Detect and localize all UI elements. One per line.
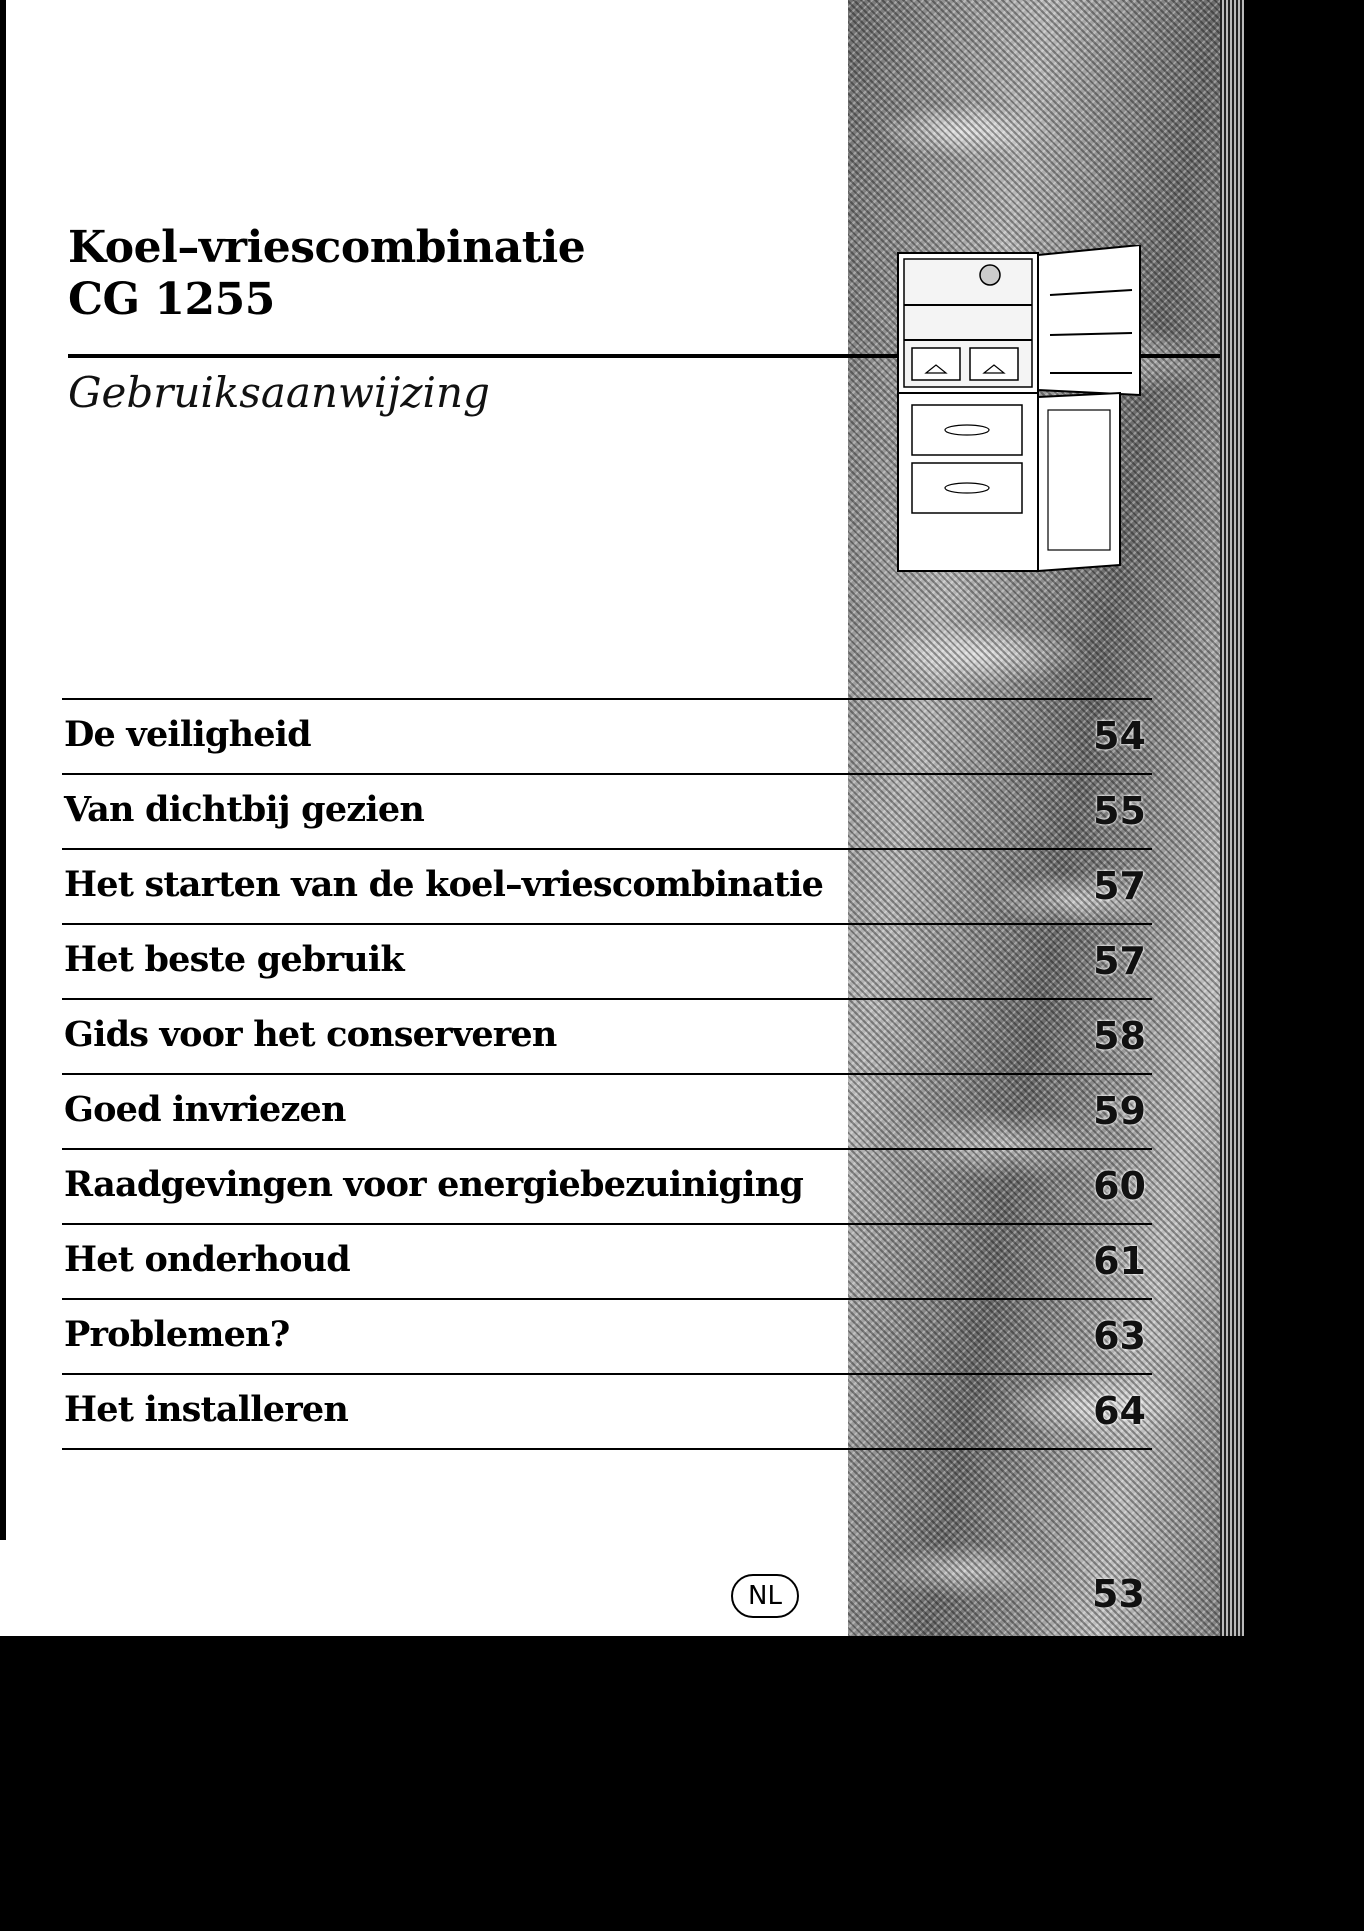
toc-label: Raadgevingen voor energiebezuiniging: [64, 1164, 804, 1205]
toc-row: [62, 698, 1152, 773]
toc-row: [62, 1073, 1152, 1148]
table-of-contents: [62, 698, 1152, 1450]
toc-label: Van dichtbij gezien: [64, 789, 424, 830]
toc-row: [62, 1373, 1152, 1450]
page-title: [68, 222, 585, 326]
toc-row: [62, 773, 1152, 848]
toc-row: [62, 1148, 1152, 1223]
toc-page-number: 55: [1093, 789, 1146, 833]
toc-row: [62, 848, 1152, 923]
title-product: Koel–vriescombinatie: [68, 222, 586, 273]
toc-page-number: 64: [1093, 1389, 1146, 1433]
toc-page-number: 61: [1093, 1239, 1146, 1283]
page-number: 53: [1092, 1572, 1145, 1616]
toc-label: De veiligheid: [64, 714, 311, 755]
scan-background: [1244, 0, 1364, 1636]
toc-page-number: 59: [1093, 1089, 1146, 1133]
toc-label: Het beste gebruik: [64, 939, 404, 980]
toc-page-number: 57: [1093, 939, 1146, 983]
toc-row: [62, 998, 1152, 1073]
scan-edge: [0, 0, 6, 1540]
toc-label: Het onderhoud: [64, 1239, 350, 1280]
toc-row: [62, 1298, 1152, 1373]
toc-label: Problemen?: [64, 1314, 290, 1355]
toc-page-number: 58: [1093, 1014, 1146, 1058]
toc-label: Het starten van de koel–vriescombinatie: [64, 864, 824, 905]
page-subtitle: Gebruiksaanwijzing: [68, 368, 490, 417]
toc-label: Goed invriezen: [64, 1089, 346, 1130]
toc-page-number: 54: [1093, 714, 1146, 758]
toc-page-number: 60: [1093, 1164, 1146, 1208]
fridge-freezer-icon: [890, 245, 1160, 585]
scan-border: [1220, 0, 1244, 1636]
toc-label: Gids voor het conserveren: [64, 1014, 557, 1055]
language-badge: NL: [731, 1574, 799, 1618]
toc-row: [62, 1223, 1152, 1298]
toc-label: Het installeren: [64, 1389, 348, 1430]
toc-page-number: 63: [1093, 1314, 1146, 1358]
title-model: CG 1255: [68, 274, 275, 325]
toc-row: [62, 923, 1152, 998]
toc-page-number: 57: [1093, 864, 1146, 908]
